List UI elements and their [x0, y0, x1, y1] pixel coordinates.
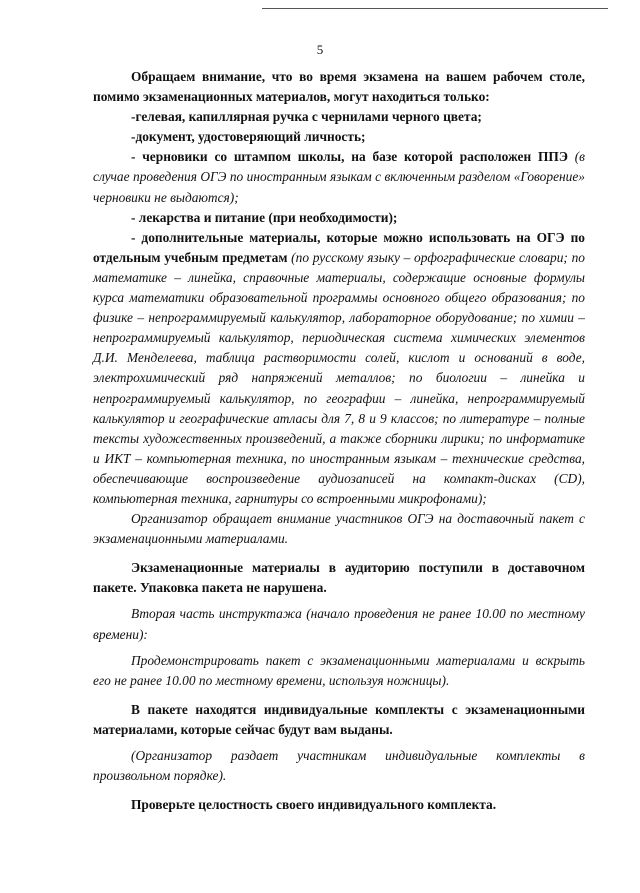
drafts-note: (в случае проведения ОГЭ по иностранным языкам с включенным разделом «Говорение» черновики не выдаются); — [93, 149, 585, 205]
paragraph-part-two: Вторая часть инструктажа (начало проведения не ранее 10.00 по местному времени): — [93, 606, 585, 642]
paragraph-distribute: (Организатор раздает участникам индивидуальные комплекты в произвольном порядке). — [93, 748, 585, 784]
page-number: 5 — [316, 42, 324, 57]
document-body — [93, 67, 585, 815]
list-item-extra-materials — [93, 228, 585, 509]
list-item-pen: -гелевая, капиллярная ручка с чернилами черного цвета; — [131, 109, 482, 125]
extra-materials-note: (по русскому языку – орфографические словари; по математике – линейка, справочные материалы, содержащие основные формулы курса математики образовательной программы основного общего образования; по физике – непрограммируемый калькулятор, лабораторное оборудование; по химии – непрограммируемый калькулятор, периодическая система химических элементов Д.И. Менделеева, таблица растворимости солей, кислот и оснований в воде, электрохимический ряд напряжений металлов; по биологии – линейка и непрограммируемый калькулятор, по географии – линейка, непрограммируемый калькулятор и географические атласы для 7, 8 и 9 классов; по литературе – полные тексты художественных произведений, а также сборники лирики; по информатике и ИКТ – компьютерная техника, по иностранным языкам – технические средства, обеспечивающие воспроизведение аудиозаписей на компакт-дисках (CD), компьютерная техника, гарнитуры со встроенными микрофонами); — [93, 249, 585, 506]
paragraph-attention: Обращаем внимание, что во время экзамена на вашем рабочем столе, помимо экзаменационных материалов, могут находиться только: — [93, 69, 585, 105]
list-item-drafts — [93, 147, 585, 207]
list-item-id: -документ, удостоверяющий личность; — [131, 129, 366, 145]
paragraph-organizer-note: Организатор обращает внимание участников ОГЭ на доставочный пакет с экзаменационными материалами. — [93, 511, 585, 547]
list-item-meds: - лекарства и питание (при необходимости); — [131, 209, 398, 225]
top-rule — [262, 8, 608, 9]
paragraph-in-package: В пакете находятся индивидуальные комплекты с экзаменационными материалами, которые сейчас будут вам выданы. — [93, 701, 585, 737]
paragraph-materials-arrived: Экзаменационные материалы в аудиторию поступили в доставочном пакете. Упаковка пакета не нарушена. — [93, 560, 585, 596]
paragraph-check: Проверьте целостность своего индивидуального комплекта. — [131, 797, 497, 813]
drafts-text: - черновики со штампом школы, на базе которой расположен ППЭ — [131, 149, 568, 165]
paragraph-demonstrate: Продемонстрировать пакет с экзаменационными материалами и вскрыть его не ранее 10.00 по местному времени, используя ножницы). — [93, 652, 585, 688]
extra-materials-text: - дополнительные материалы, которые можно использовать на ОГЭ по отдельным учебным предметам — [93, 229, 585, 265]
